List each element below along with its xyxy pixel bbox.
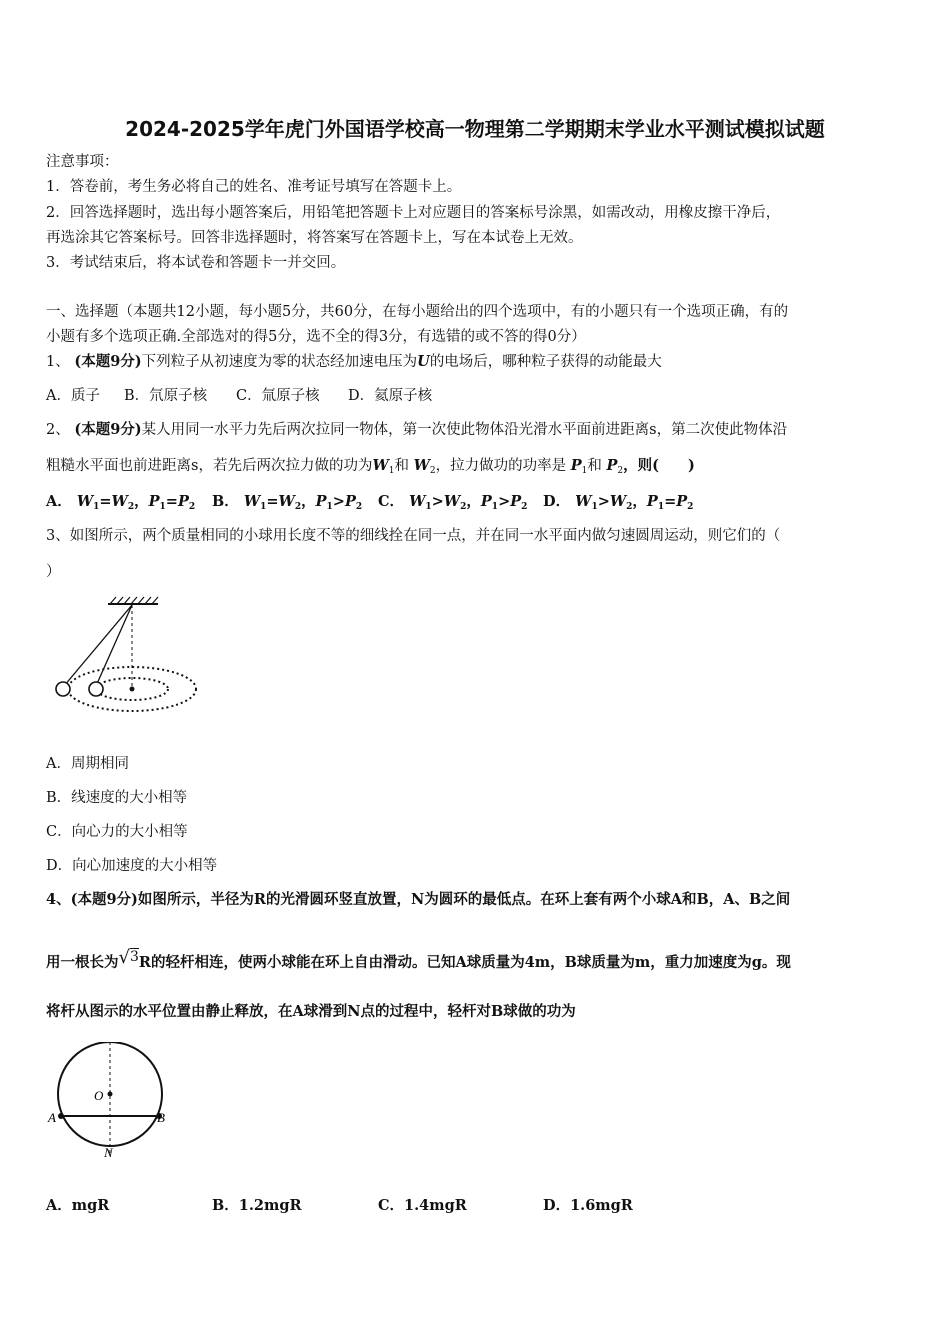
q1-text-after: 的电场后，哪种粒子获得的动能最大: [429, 354, 662, 370]
q1-text-before: 下列粒子从初速度为零的状态经加速电压为: [141, 354, 418, 370]
q2-line2-c: ，拉力做功的功率是: [435, 458, 567, 474]
q2-opt-c-rel2: >: [498, 493, 511, 510]
q1-tag: (本题9分): [74, 353, 142, 370]
q2-option-d: [543, 492, 693, 517]
section-heading-line1: 一、选择题（本题共12小题，每小题5分，共60分，在每小题给出的四个选项中，有的小题只有一个选项正确，有的: [46, 304, 789, 320]
q2-opt-a-p1: P: [148, 493, 160, 510]
q2-opt-c-w2-sub: 2: [460, 502, 467, 512]
q2-opt-a-rel1: =: [99, 493, 112, 510]
q2-p2: P: [606, 457, 618, 474]
notice-item-1: 1．答卷前，考生务必将自己的姓名、准考证号填写在答题卡上。: [46, 179, 462, 195]
q2-opt-a-label: A．: [46, 493, 72, 510]
q2-option-b: [212, 492, 362, 517]
q2-opt-b-p2-sub: 2: [355, 502, 363, 512]
q2-line2-b: 和: [394, 458, 409, 474]
q3-option-b: B．线速度的大小相等: [46, 790, 188, 806]
q2-opt-a-w2: W: [111, 493, 128, 510]
q2-opt-d-rel1: >: [597, 493, 610, 510]
q2-w2-sub: 2: [429, 466, 436, 476]
question-2-line2: [46, 456, 695, 481]
q2-opt-b-w2: W: [278, 493, 295, 510]
q2-number: 2、: [46, 422, 70, 438]
q4-option-d: D．1.6mgR: [543, 1197, 633, 1214]
q1-option-b: B．氘原子核: [124, 388, 208, 404]
q2-line2-e: ，则( ): [623, 457, 695, 474]
question-3-line1: [46, 526, 780, 546]
notice-heading: 注意事项：: [46, 154, 119, 170]
q2-opt-d-rel2: =: [664, 493, 677, 510]
q2-opt-d-w2-sub: 2: [626, 502, 633, 512]
q2-opt-d-sep: ，: [632, 493, 647, 510]
q2-w1: W: [372, 457, 389, 474]
q4-tag: (本题9分): [70, 891, 138, 908]
q2-opt-b-p1: P: [315, 493, 327, 510]
q1-option-c: C．氚原子核: [236, 388, 320, 404]
q2-opt-c-w1: W: [409, 493, 426, 510]
q2-opt-c-rel1: >: [431, 493, 444, 510]
q2-opt-c-label: C．: [378, 493, 405, 510]
q2-opt-b-w2-sub: 2: [294, 502, 302, 512]
q2-opt-d-w2: W: [609, 493, 627, 510]
ceiling-hatch: [110, 597, 158, 604]
q2-opt-a-w2-sub: 2: [127, 502, 135, 512]
q2-opt-b-rel2: >: [332, 493, 345, 510]
q2-opt-a-rel2: =: [165, 493, 178, 510]
q4-line2-b: R的轻杆相连，使两小球能在环上自由滑动。已知A球质量为4m，B球质量为m，重力加速度为g。现: [138, 954, 791, 971]
q1-option-a: A．质子: [46, 388, 100, 404]
q2-opt-b-rel1: =: [266, 493, 279, 510]
q2-opt-d-label: D．: [543, 493, 571, 510]
q4-line2-a: 用一根长为: [46, 954, 119, 971]
q2-opt-b-w1: W: [243, 493, 261, 510]
q2-opt-c-w1-sub: 1: [425, 502, 432, 512]
ring-figure: [44, 1042, 174, 1162]
notice-item-2: 2．回答选择题时，选出每小题答案后，用铅笔把答题卡上对应题目的答案标号涂黑，如需改动，用橡皮擦干净后，: [46, 205, 781, 221]
q2-line2-d: 和: [587, 458, 602, 474]
notice-item-3: 3．考试结束后，将本试卷和答题卡一并交回。: [46, 255, 346, 271]
long-string: [64, 605, 132, 686]
short-string: [96, 605, 132, 686]
q2-opt-c-w2: W: [443, 493, 461, 510]
q2-opt-c-p1-sub: 1: [491, 502, 499, 512]
section-heading-line2: 小题有多个选项正确.全部选对的得5分，选不全的得3分，有选错的或不答的得0分）: [46, 329, 586, 345]
q2-line2-a: 粗糙水平面也前进距离s，若先后两次拉力做的功为: [46, 458, 373, 474]
ball-a: [58, 1113, 64, 1119]
q4-option-a: A．mgR: [46, 1197, 110, 1214]
question-4-line1: [46, 890, 790, 910]
q2-opt-d-p2-sub: 2: [687, 502, 694, 512]
q2-option-a: [46, 492, 195, 517]
q2-opt-b-p2: P: [344, 493, 356, 510]
label-a: A: [48, 1110, 56, 1125]
q2-p2-sub: 2: [617, 466, 624, 476]
q4-option-c: C．1.4mgR: [378, 1197, 467, 1214]
label-n: N: [104, 1145, 113, 1160]
question-3-line2: ）: [46, 564, 61, 580]
label-b: B: [157, 1110, 165, 1125]
q2-line1-text: 某人用同一水平力先后两次拉同一物体，第一次使此物体沿光滑水平面前进距离s，第二次使此物体沿: [141, 422, 788, 438]
q3-option-a: A．周期相同: [46, 756, 129, 772]
q2-opt-c-p1: P: [480, 493, 492, 510]
ball-outer: [56, 682, 70, 696]
q2-opt-d-p2: P: [676, 493, 688, 510]
q1-option-d: D．氦原子核: [348, 388, 433, 404]
q2-w1-sub: 1: [388, 466, 395, 476]
question-4-line3: 将杆从图示的水平位置由静止释放，在A球滑到N点的过程中，轻杆对B球做的功为: [46, 1003, 576, 1020]
ball-inner: [89, 682, 103, 696]
q4-sqrt-value: 3: [129, 949, 139, 965]
notice-item-2-cont: 再选涂其它答案标号。回答非选择题时，将答案写在答题卡上，写在本试卷上无效。: [46, 230, 583, 246]
q2-option-c: [378, 492, 527, 517]
q1-number: 1、: [46, 354, 70, 370]
orbit-center-dot: [130, 687, 135, 692]
q3-option-c: C．向心力的大小相等: [46, 824, 188, 840]
q2-opt-c-sep: ，: [466, 493, 481, 510]
question-4-line2: [46, 947, 791, 973]
q2-opt-c-p2-sub: 2: [521, 502, 528, 512]
q2-tag: (本题9分): [74, 421, 142, 438]
q2-opt-d-w1: W: [575, 493, 592, 510]
q2-opt-a-w1: W: [76, 493, 94, 510]
center-dot: [108, 1092, 113, 1097]
q3-option-d: D．向心加速度的大小相等: [46, 858, 218, 874]
q2-opt-d-p1-sub: 1: [657, 502, 665, 512]
question-1: [46, 352, 662, 372]
label-o: O: [94, 1088, 104, 1103]
q2-opt-d-p1: P: [646, 493, 658, 510]
question-2-line1: [46, 420, 787, 440]
q2-opt-a-p2-sub: 2: [188, 502, 196, 512]
q2-p1-sub: 1: [581, 466, 588, 476]
q2-opt-a-w1-sub: 1: [93, 502, 100, 512]
q2-p1: P: [570, 457, 582, 474]
conical-pendulum-figure: [46, 592, 206, 722]
q2-opt-a-sep: ，: [134, 493, 149, 510]
q2-opt-d-w1-sub: 1: [591, 502, 598, 512]
q2-w2: W: [413, 457, 430, 474]
q2-opt-b-w1-sub: 1: [260, 502, 267, 512]
q2-opt-b-sep: ，: [301, 493, 316, 510]
q4-line1-text: 如图所示，半径为R的光滑圆环竖直放置，N为圆环的最低点。在环上套有两个小球A和B，A、B之间: [137, 891, 791, 908]
q3-number: 3、: [46, 528, 70, 544]
q2-opt-b-p1-sub: 1: [326, 502, 333, 512]
q2-opt-a-p2: P: [177, 493, 189, 510]
q2-opt-b-label: B．: [212, 493, 239, 510]
page-title: 2024-2025学年虎门外国语学校高一物理第二学期期末学业水平测试模拟试题: [125, 117, 825, 141]
q4-option-b: B．1.2mgR: [212, 1197, 302, 1214]
sqrt-symbol: √: [118, 947, 130, 968]
q2-opt-a-p1-sub: 1: [159, 502, 166, 512]
q1-var: U: [417, 353, 430, 370]
q3-line1-text: 如图所示，两个质量相同的小球用长度不等的细线拴在同一点，并在同一水平面内做匀速圆周运动，则它们的（: [69, 528, 781, 544]
q2-opt-c-p2: P: [510, 493, 522, 510]
q4-number: 4、: [46, 891, 71, 908]
